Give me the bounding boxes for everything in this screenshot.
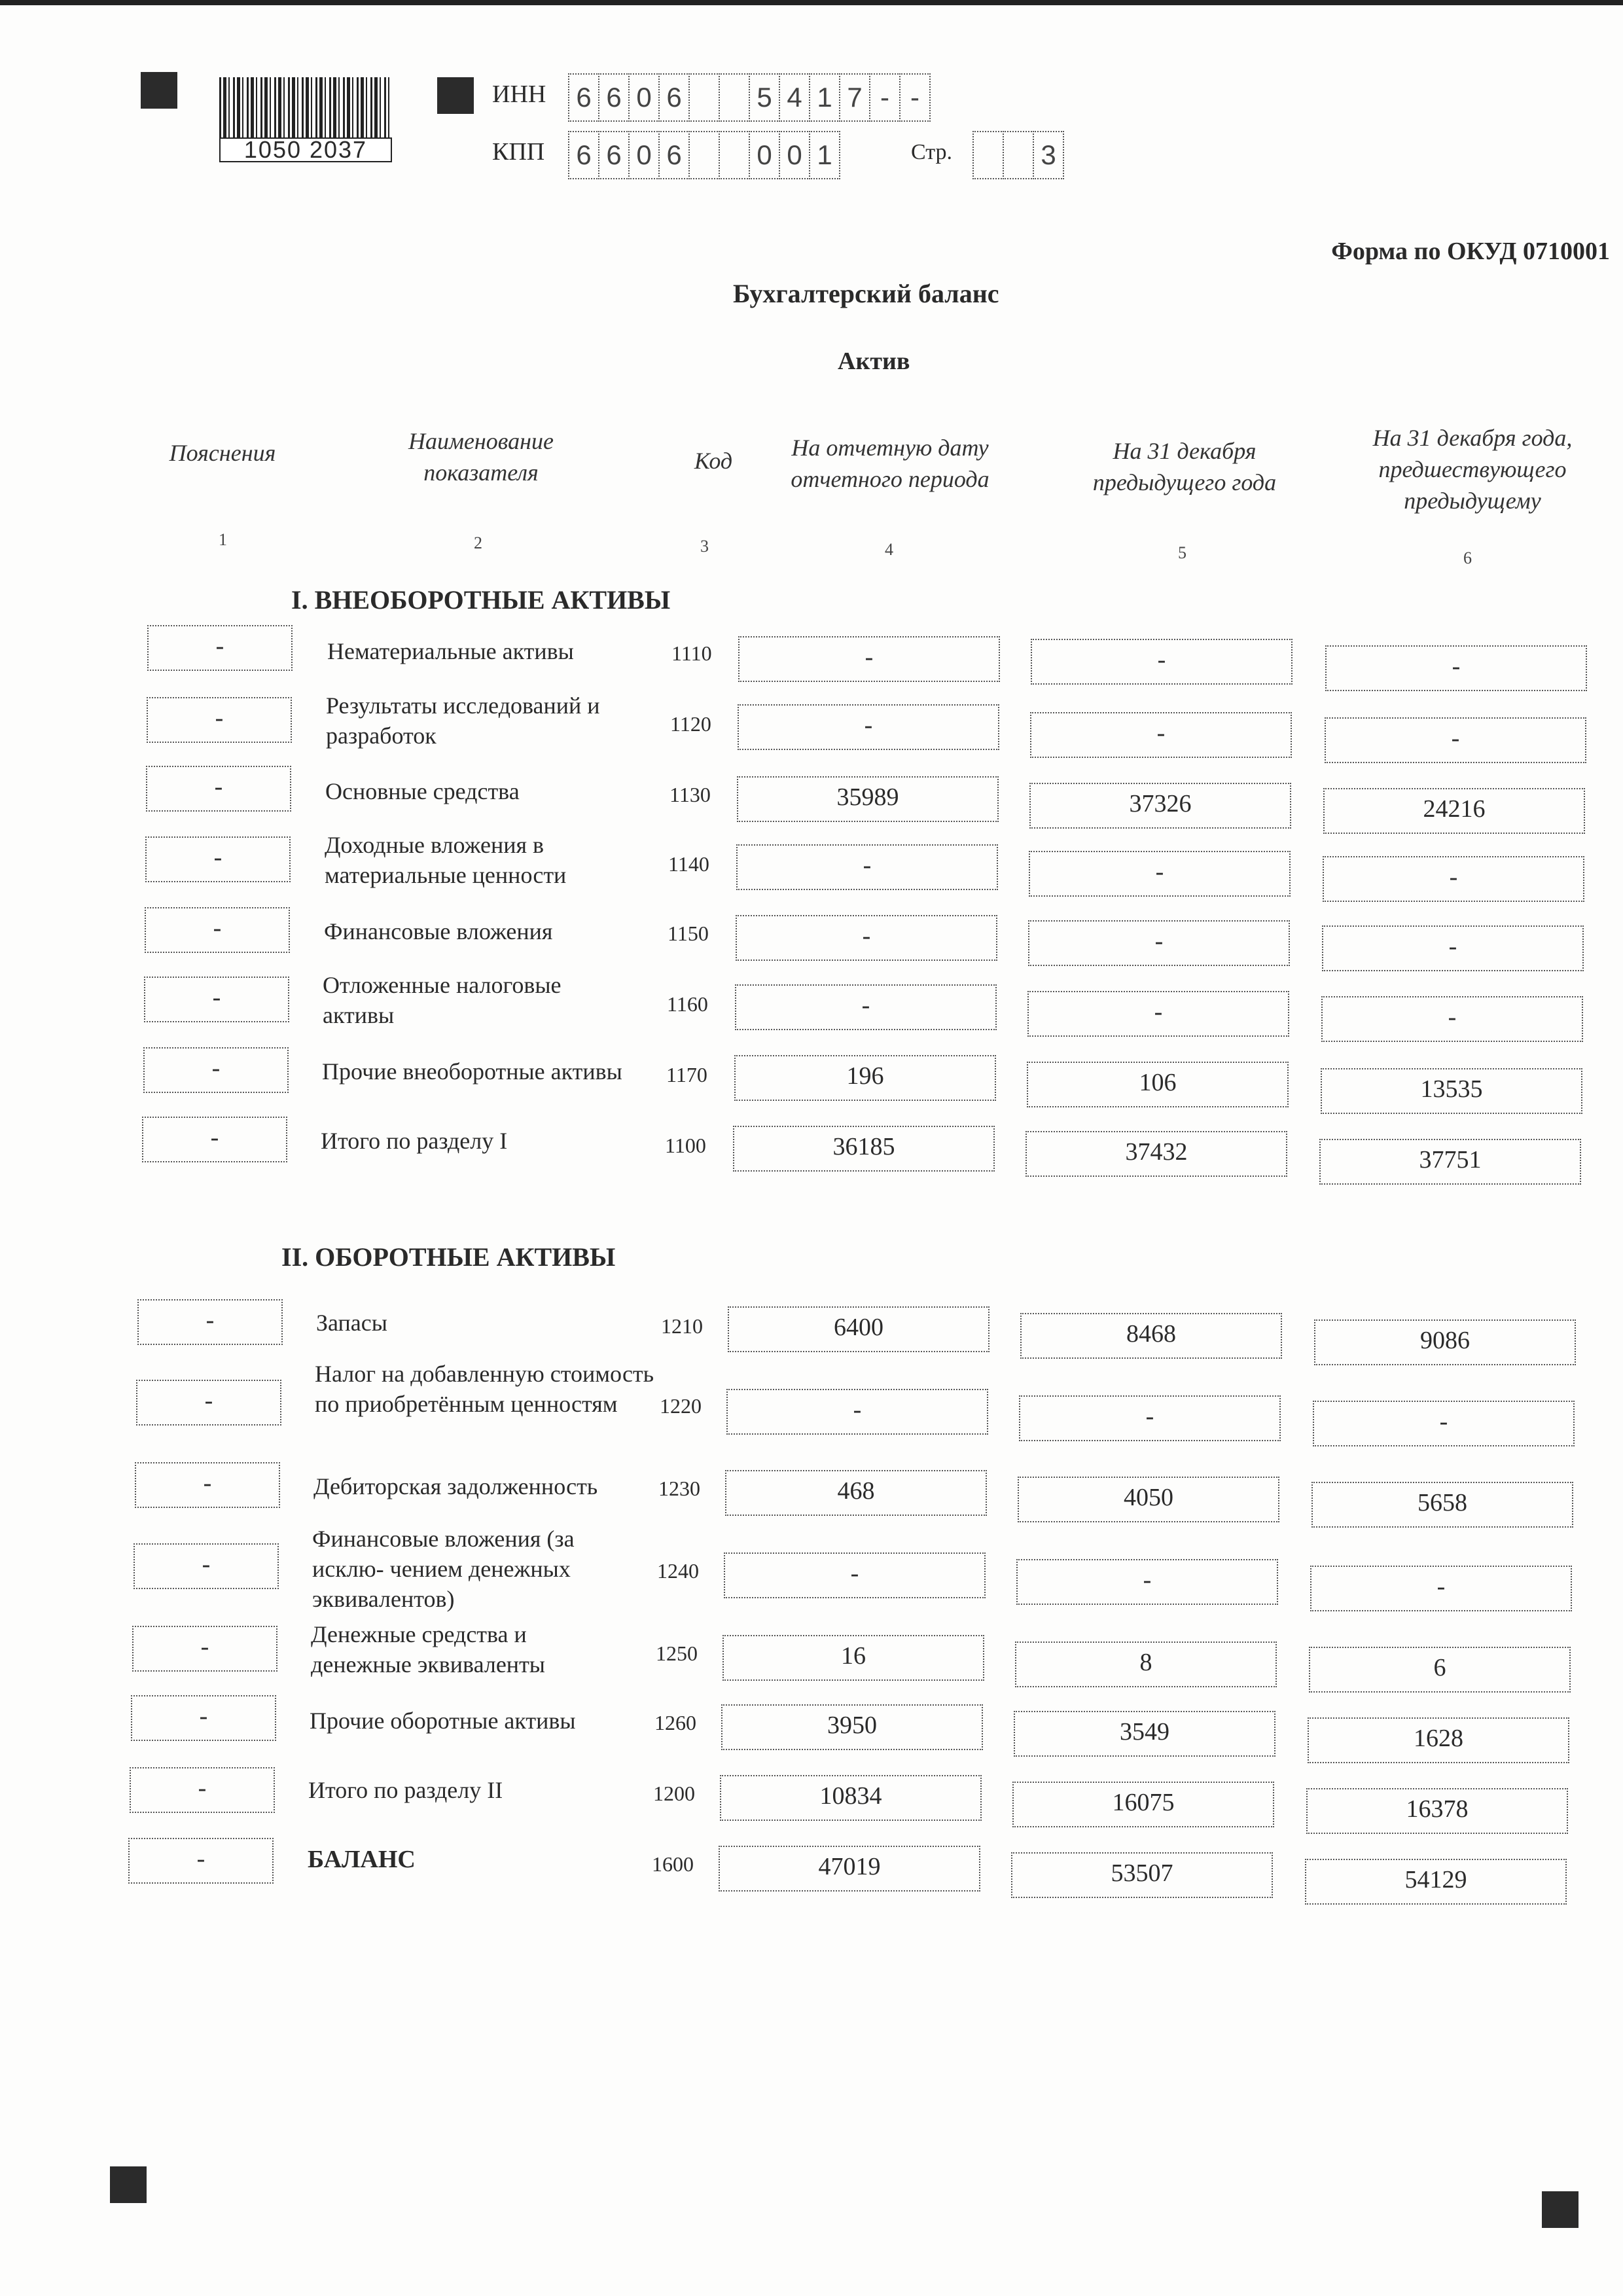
note-cell: - — [131, 1695, 276, 1741]
kpp-cell — [688, 131, 720, 179]
section-heading-current: II. ОБОРОТНЫЕ АКТИВЫ — [281, 1242, 616, 1272]
row-code: 1160 — [667, 992, 708, 1016]
row-name-balance: БАЛАНС — [308, 1846, 416, 1873]
corner-marker — [141, 72, 177, 109]
note-cell: - — [142, 1117, 287, 1162]
value-prev-year: 8 — [1015, 1641, 1277, 1687]
row-code: 1210 — [661, 1314, 703, 1338]
value-prev-prev-year: - — [1321, 996, 1583, 1042]
corner-marker — [110, 2166, 147, 2203]
value-prev-year: 53507 — [1011, 1852, 1273, 1898]
note-cell: - — [146, 766, 291, 812]
value-prev-prev-year: 37751 — [1319, 1139, 1581, 1185]
column-header: Пояснения — [169, 440, 276, 466]
row-code: 1170 — [666, 1063, 707, 1086]
row-name: Запасы — [316, 1310, 387, 1336]
value-current: - — [726, 1389, 988, 1435]
row-name: Отложенные налоговые активы — [323, 972, 562, 1028]
document-title: Бухгалтерский баланс — [733, 279, 999, 308]
inn-label: ИНН — [492, 81, 546, 108]
row-name: Прочие оборотные активы — [310, 1708, 576, 1734]
row-code: 1220 — [660, 1394, 702, 1418]
inn-cell: 6 — [598, 73, 630, 122]
row-code: 1150 — [668, 922, 709, 945]
row-code: 1240 — [657, 1559, 699, 1583]
column-header: На 31 декабря года, предшествующего предыдущему — [1372, 425, 1573, 514]
row-name: Финансовые вложения — [324, 918, 553, 944]
row-name: Денежные средства и денежные эквиваленты — [311, 1621, 545, 1677]
row-name: Налог на добавленную стоимость по приобретённым ценностям — [315, 1361, 654, 1417]
note-cell: - — [130, 1767, 275, 1813]
page-cell — [972, 131, 1004, 179]
value-current: 10834 — [720, 1775, 982, 1821]
value-prev-year: 37326 — [1029, 783, 1291, 829]
value-prev-year: - — [1030, 712, 1292, 758]
row-code: 1110 — [671, 641, 712, 665]
value-prev-prev-year: 9086 — [1314, 1319, 1576, 1365]
value-current: 36185 — [733, 1126, 995, 1172]
value-prev-prev-year: 1628 — [1308, 1717, 1569, 1763]
row-code: 1140 — [668, 852, 709, 876]
row-code: 1260 — [654, 1711, 696, 1734]
page-cell — [1003, 131, 1034, 179]
value-current: 16 — [722, 1635, 984, 1681]
note-cell: - — [147, 625, 293, 671]
kpp-cell: 0 — [779, 131, 810, 179]
value-prev-year: - — [1027, 991, 1289, 1037]
row-code: 1230 — [658, 1477, 700, 1500]
column-number: 3 — [700, 537, 709, 556]
value-current: 196 — [734, 1055, 996, 1101]
value-prev-prev-year: 54129 — [1305, 1859, 1567, 1905]
section-heading-noncurrent: I. ВНЕОБОРОТНЫЕ АКТИВЫ — [291, 585, 671, 615]
value-prev-year: - — [1028, 920, 1290, 966]
row-name: Итого по разделу I — [321, 1128, 508, 1154]
note-cell: - — [134, 1543, 279, 1589]
inn-cell: 4 — [779, 73, 810, 122]
inn-cells — [568, 73, 929, 122]
row-name: Основные средства — [325, 778, 520, 804]
row-name: Итого по разделу II — [308, 1777, 503, 1803]
barcode — [219, 77, 389, 163]
row-code: 1200 — [653, 1782, 695, 1805]
row-code: 1600 — [652, 1852, 694, 1876]
value-prev-year: - — [1029, 851, 1291, 897]
kpp-cells — [568, 131, 839, 179]
note-cell: - — [147, 697, 292, 743]
value-prev-prev-year: 6 — [1309, 1647, 1571, 1693]
value-current: 468 — [725, 1470, 987, 1516]
value-current: - — [735, 984, 997, 1030]
value-prev-prev-year: 16378 — [1306, 1788, 1568, 1834]
kpp-cell: 6 — [658, 131, 690, 179]
column-header: Код — [694, 448, 733, 474]
value-current: 35989 — [737, 776, 999, 822]
inn-cell: 6 — [658, 73, 690, 122]
note-cell: - — [143, 1047, 289, 1093]
value-current: 3950 — [721, 1704, 983, 1750]
column-header: На отчетную дату отчетного периода — [791, 435, 990, 492]
value-prev-year: 106 — [1027, 1062, 1289, 1107]
value-prev-prev-year: - — [1325, 645, 1587, 691]
value-prev-year: 8468 — [1020, 1313, 1282, 1359]
note-cell: - — [128, 1838, 274, 1884]
note-cell: - — [136, 1380, 281, 1426]
row-code: 1100 — [665, 1134, 706, 1157]
value-prev-year: 37432 — [1026, 1131, 1287, 1177]
note-cell: - — [137, 1299, 283, 1345]
kpp-cell: 6 — [568, 131, 599, 179]
form-code: Форма по ОКУД 0710001 — [1331, 238, 1610, 265]
inn-cell — [719, 73, 750, 122]
note-cell: - — [132, 1626, 277, 1672]
page-label: Стр. — [911, 140, 953, 164]
column-number: 2 — [474, 533, 482, 552]
row-name: Финансовые вложения (за исклю- чением денежных эквивалентов) — [312, 1526, 575, 1612]
value-prev-year: - — [1031, 639, 1293, 685]
corner-marker — [437, 77, 474, 114]
value-prev-year: 3549 — [1014, 1711, 1275, 1757]
row-name: Доходные вложения в материальные ценности — [325, 832, 567, 888]
kpp-cell: 0 — [628, 131, 660, 179]
inn-cell: 1 — [809, 73, 840, 122]
row-name: Результаты исследований и разработок — [326, 692, 600, 749]
corner-marker — [1542, 2191, 1578, 2228]
kpp-cell: 1 — [809, 131, 840, 179]
inn-cell: 5 — [749, 73, 780, 122]
note-cell: - — [135, 1462, 280, 1508]
kpp-cell: 6 — [598, 131, 630, 179]
page-cells — [972, 131, 1063, 179]
row-code: 1250 — [656, 1641, 698, 1665]
inn-cell: - — [899, 73, 931, 122]
inn-cell — [688, 73, 720, 122]
value-prev-year: 4050 — [1018, 1477, 1279, 1522]
value-prev-prev-year: - — [1323, 856, 1584, 902]
inn-cell: - — [869, 73, 901, 122]
section-title: Актив — [838, 348, 910, 375]
value-current: - — [736, 915, 997, 961]
column-header: На 31 декабря предыдущего года — [1092, 438, 1277, 495]
note-cell: - — [145, 836, 291, 882]
value-prev-year: 16075 — [1012, 1782, 1274, 1827]
value-current: - — [738, 704, 999, 750]
row-code: 1130 — [669, 783, 711, 806]
inn-cell: 0 — [628, 73, 660, 122]
value-prev-year: - — [1019, 1395, 1281, 1441]
value-current: - — [724, 1552, 986, 1598]
column-header: Наименование показателя — [408, 428, 554, 486]
value-prev-prev-year: 13535 — [1321, 1068, 1582, 1114]
value-current: - — [736, 844, 998, 890]
column-number: 6 — [1463, 548, 1472, 567]
value-current: 6400 — [728, 1306, 990, 1352]
page-cell: 3 — [1033, 131, 1064, 179]
value-prev-year: - — [1016, 1559, 1278, 1605]
row-name: Прочие внеоборотные активы — [322, 1058, 622, 1085]
kpp-cell — [719, 131, 750, 179]
value-prev-prev-year: 5658 — [1311, 1482, 1573, 1528]
inn-cell: 7 — [839, 73, 870, 122]
value-prev-prev-year: - — [1322, 925, 1584, 971]
note-cell: - — [145, 907, 290, 953]
column-number: 4 — [885, 540, 893, 559]
value-prev-prev-year: - — [1325, 717, 1586, 763]
value-prev-prev-year: 24216 — [1323, 788, 1585, 834]
barcode-number: 1050 2037 — [219, 137, 392, 162]
inn-cell: 6 — [568, 73, 599, 122]
value-current: 47019 — [719, 1846, 980, 1892]
value-prev-prev-year: - — [1310, 1566, 1572, 1611]
scan-edge — [0, 0, 1623, 5]
row-code: 1120 — [670, 712, 711, 736]
note-cell: - — [144, 977, 289, 1022]
kpp-label: КПП — [492, 138, 545, 166]
column-number: 5 — [1178, 543, 1186, 562]
row-name: Нематериальные активы — [327, 638, 574, 664]
kpp-cell: 0 — [749, 131, 780, 179]
row-name: Дебиторская задолженность — [313, 1473, 598, 1499]
column-number: 1 — [219, 530, 227, 549]
value-prev-prev-year: - — [1313, 1401, 1575, 1446]
barcode-bars — [219, 77, 389, 140]
value-current: - — [738, 636, 1000, 682]
